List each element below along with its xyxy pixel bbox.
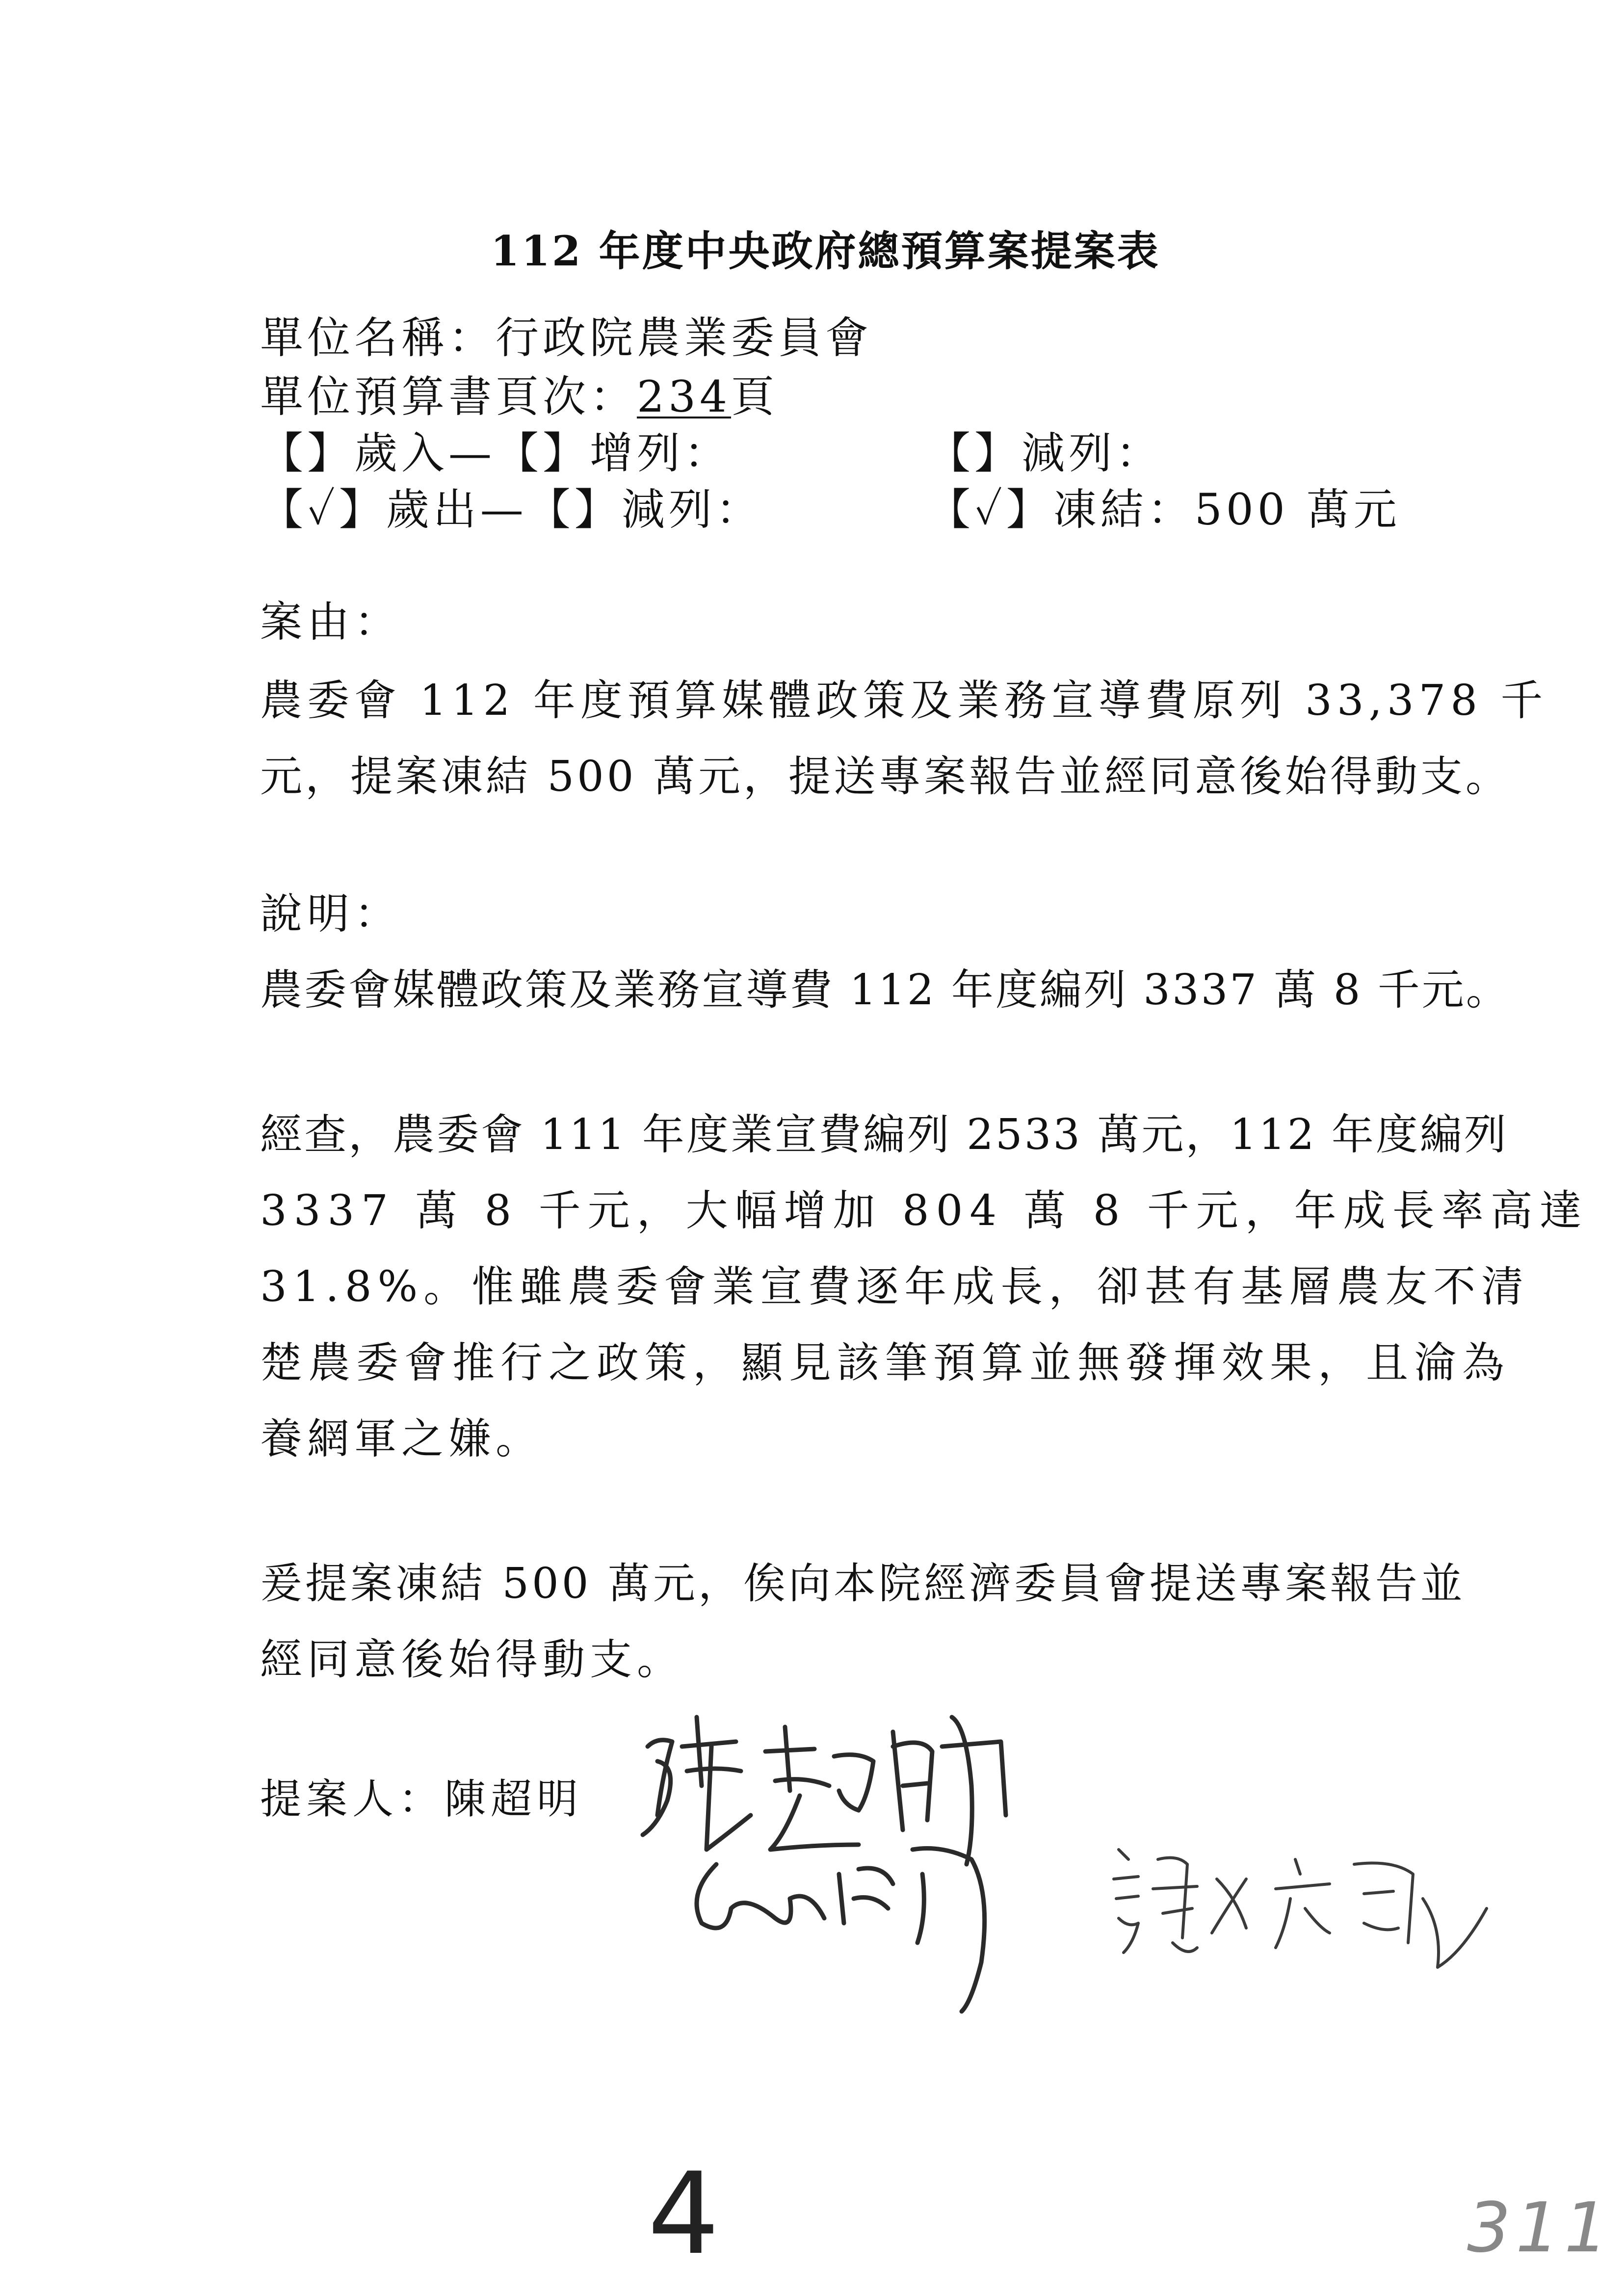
budget-page-row <box>260 371 778 422</box>
signature-second <box>1099 1830 1501 1992</box>
explanation-line: 經同意後始得動支。 <box>260 1635 684 1684</box>
budget-page-label: 單位預算書頁次： <box>260 371 637 422</box>
freeze-amount: 【✓】凍結：500 萬元 <box>927 484 1401 535</box>
explanation-line: 農委會媒體政策及業務宣導費 112 年度編列 3337 萬 8 千元。 <box>260 965 1510 1015</box>
explanation-line: 楚農委會推行之政策，顯見該筆預算並無發揮效果，且淪為 <box>260 1338 1510 1387</box>
page-number: 311 <box>1467 2188 1613 2268</box>
explanation-line: 31.8%。惟雖農委會業宣費逐年成長，卻甚有基層農友不清 <box>260 1262 1530 1311</box>
explanation-label: 說明： <box>260 889 401 939</box>
proposer-label: 提案人： <box>260 1775 445 1823</box>
proposer-row <box>260 1775 583 1823</box>
budget-page-value: 234 <box>637 371 731 422</box>
proposer-name: 陳超明 <box>445 1775 583 1823</box>
revenue-row: 【】歲入—【】增列： <box>260 428 732 478</box>
reason-label: 案由： <box>260 598 401 647</box>
reason-line: 元，提案凍結 500 萬元，提送專案報告並經同意後始得動支。 <box>260 752 1511 801</box>
unit-name: 行政院農業委員會 <box>496 313 873 363</box>
explanation-line: 經查，農委會 111 年度業宣費編列 2533 萬元，112 年度編列 <box>260 1110 1508 1159</box>
unit-name-row <box>260 313 873 363</box>
explanation-line: 3337 萬 8 千元，大幅增加 804 萬 8 千元，年成長率高達 <box>260 1186 1589 1235</box>
unit-name-label: 單位名稱： <box>260 313 496 363</box>
explanation-line: 養網軍之嫌。 <box>260 1414 543 1463</box>
handwritten-number: 4 <box>648 2149 720 2280</box>
signature-chen-chao-ming <box>628 1688 1070 2041</box>
form-title: 112 年度中央政府總預算案提案表 <box>491 227 1160 275</box>
budget-page-suffix: 頁 <box>731 371 778 422</box>
expenditure-row: 【✓】歲出—【】減列： <box>260 484 763 535</box>
reason-line: 農委會 112 年度預算媒體政策及業務宣導費原列 33,378 千 <box>260 676 1548 725</box>
revenue-decrease: 【】減列： <box>927 428 1163 478</box>
explanation-line: 爰提案凍結 500 萬元，俟向本院經濟委員會提送專案報告並 <box>260 1559 1466 1608</box>
